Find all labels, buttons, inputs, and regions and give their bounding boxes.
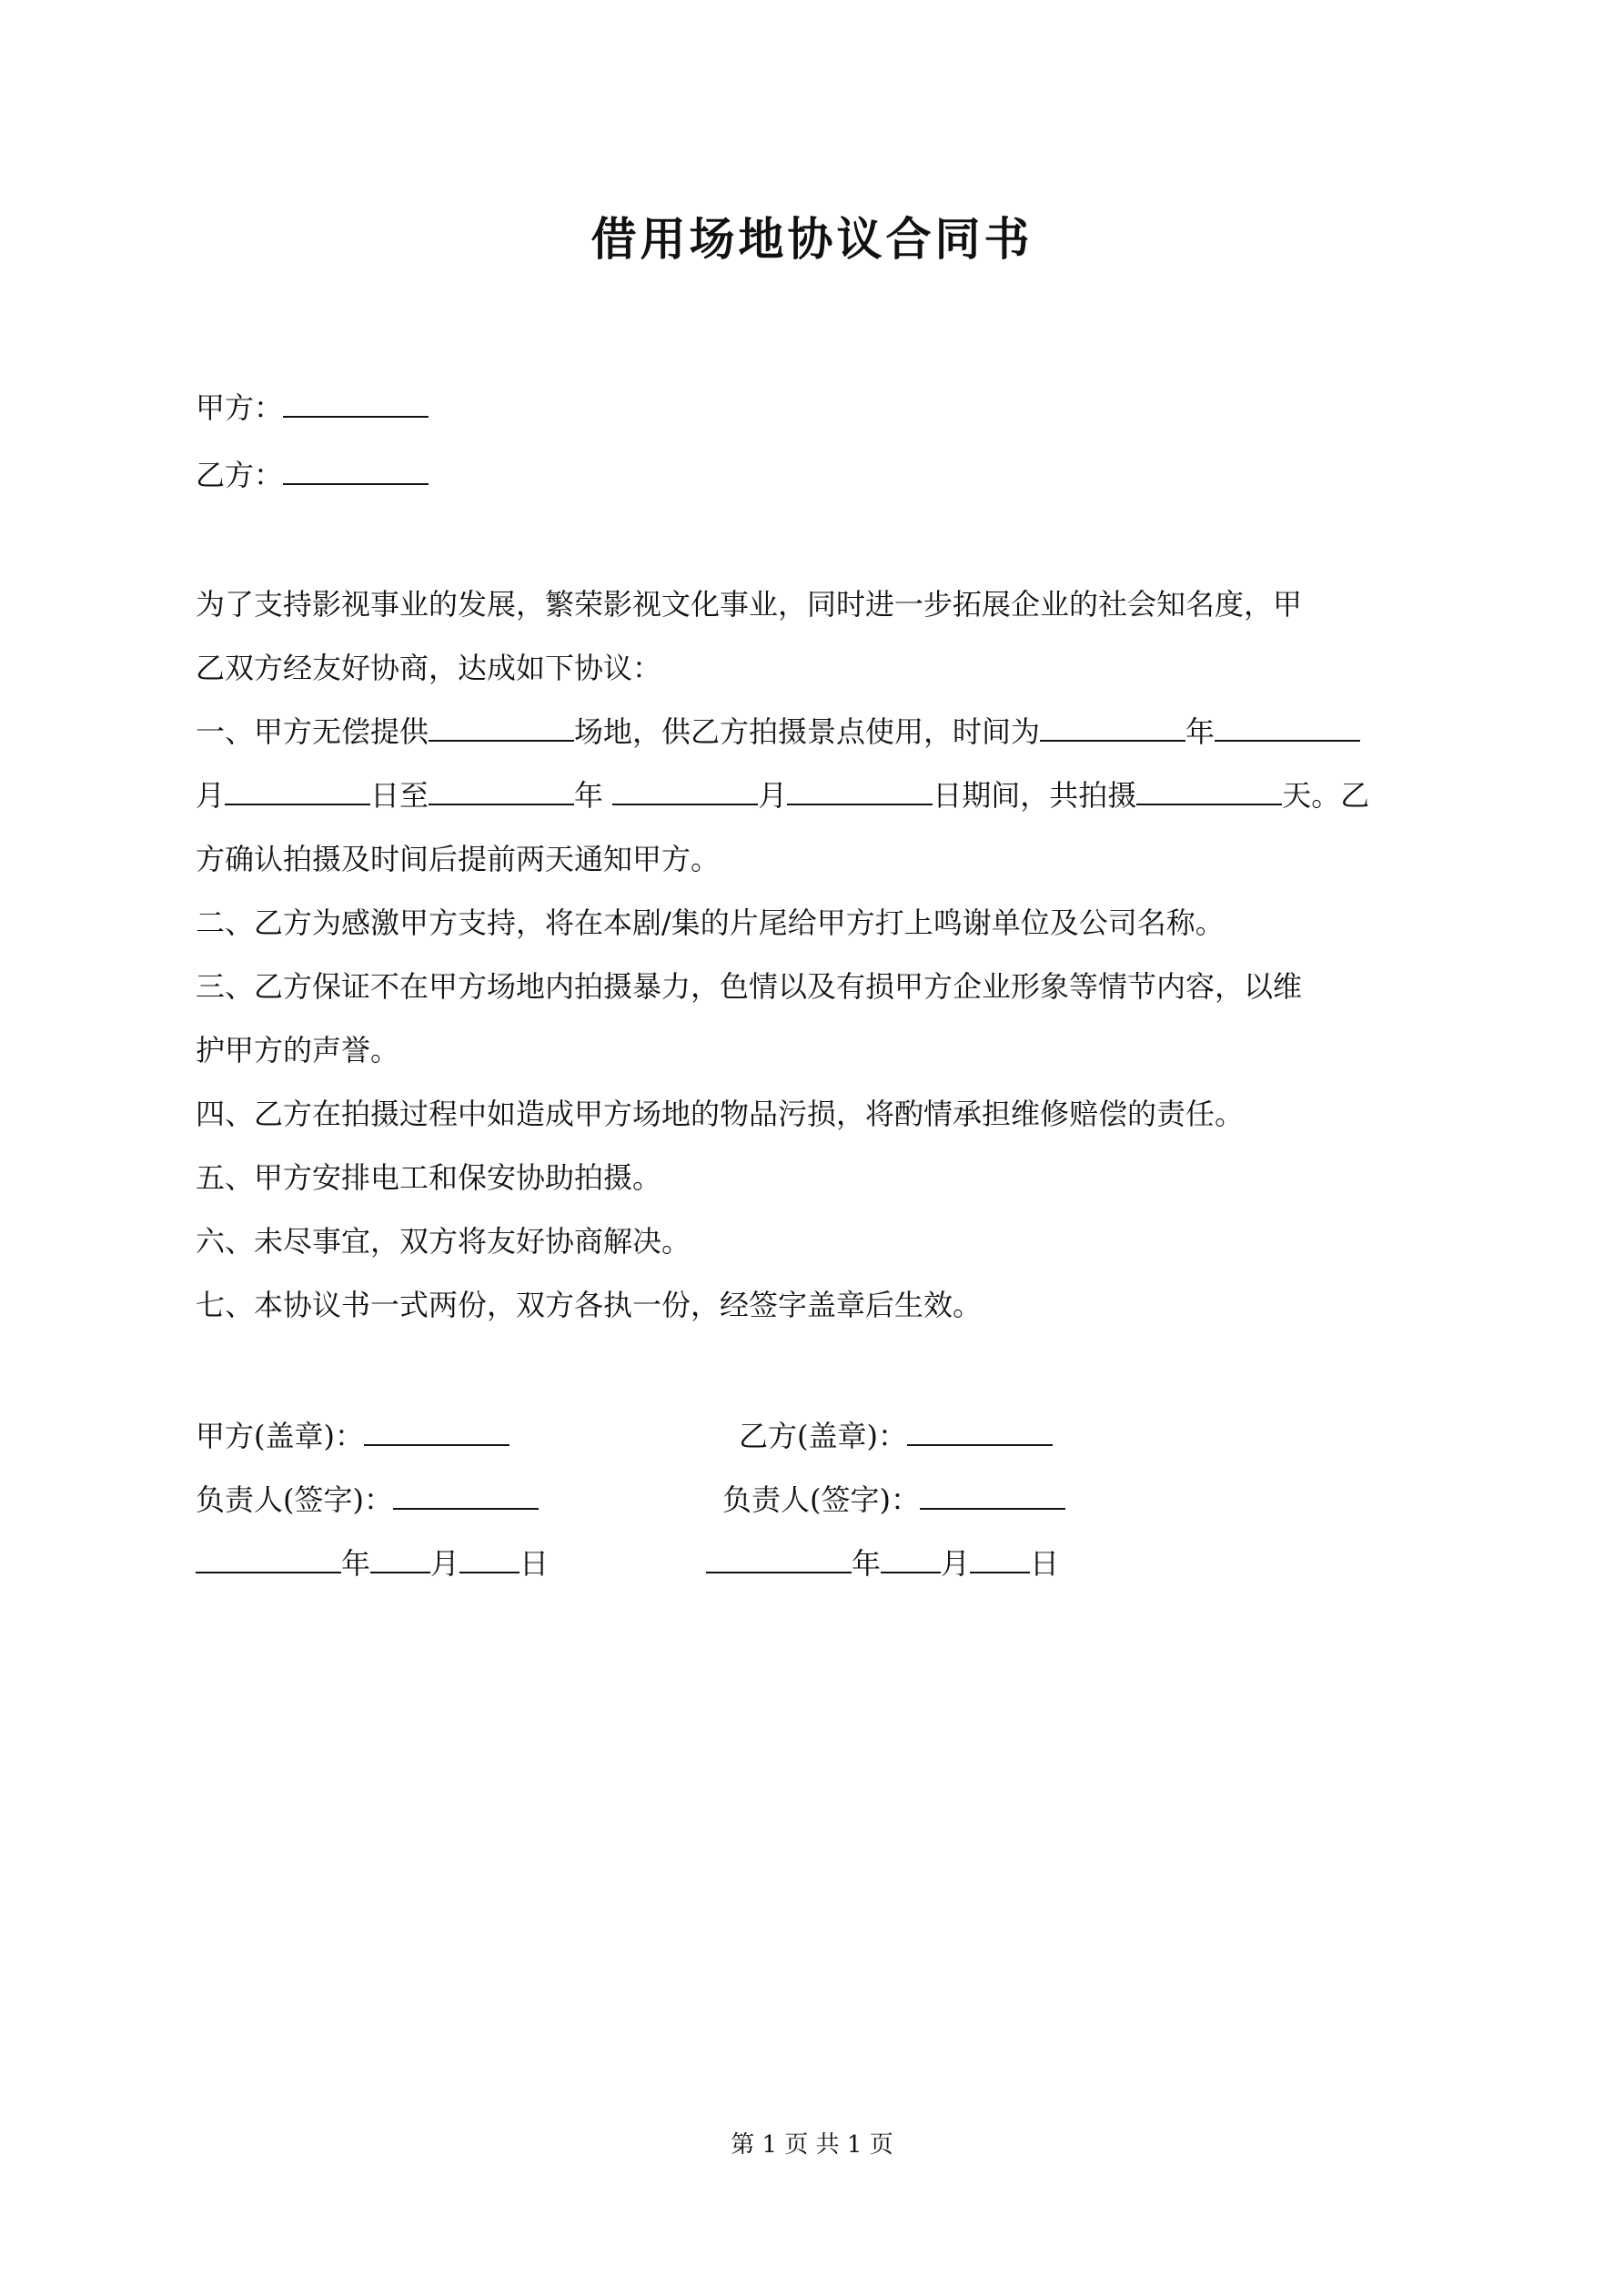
clause-3-line-1: 三、乙方保证不在甲方场地内拍摄暴力，色情以及有损甲方企业形象等情节内容，以维 <box>196 969 1303 1004</box>
party-a-month-label: 月 <box>430 1546 460 1581</box>
party-b-year-label: 年 <box>852 1546 882 1581</box>
end-day-blank <box>787 780 933 805</box>
page-title: 借用场地协议合同书 <box>590 212 1034 266</box>
clause-1-text-a: 一、甲方无偿提供 <box>196 714 429 749</box>
start-month-blank <box>1215 716 1360 742</box>
party-b-blank <box>283 460 429 485</box>
party-a-day-label: 日 <box>519 1546 550 1581</box>
party-b-date-line <box>706 1545 1059 1582</box>
party-a-seal-label: 甲方(盖章)： <box>196 1419 364 1453</box>
venue-blank <box>429 716 574 742</box>
clause-1-text-f: 年 <box>574 778 613 813</box>
party-b-year-blank <box>706 1548 852 1573</box>
party-b-day-label: 日 <box>1030 1546 1060 1581</box>
party-a-label: 甲方： <box>196 390 284 425</box>
party-a-year-blank <box>196 1548 341 1573</box>
clause-5: 五、甲方安排电工和保安协助拍摄。 <box>196 1160 662 1195</box>
clause-6: 六、未尽事宜，双方将友好协商解决。 <box>196 1224 691 1259</box>
party-a-person-label: 负责人(签字)： <box>196 1482 393 1517</box>
party-b-seal-blank <box>907 1421 1053 1446</box>
party-b-label: 乙方： <box>196 458 284 492</box>
intro-line-2: 乙双方经友好协商，达成如下协议： <box>196 651 662 685</box>
party-a-date-line <box>196 1545 549 1582</box>
clause-1-text-d: 月 <box>196 778 226 813</box>
party-a-person-line <box>196 1482 539 1518</box>
party-a-seal-blank <box>364 1421 509 1446</box>
party-a-month-blank <box>370 1548 430 1573</box>
clause-2: 二、乙方为感激甲方支持，将在本剧/集的片尾给甲方打上鸣谢单位及公司名称。 <box>196 905 1225 940</box>
party-b-person-label: 负责人(签字)： <box>722 1482 920 1517</box>
party-b-seal-line <box>739 1418 1053 1454</box>
clause-7: 七、本协议书一式两份，双方各执一份，经签字盖章后生效。 <box>196 1288 983 1322</box>
clause-1-text-c: 年 <box>1185 714 1215 749</box>
page-number-footer: 第 1 页 共 1 页 <box>731 2131 893 2159</box>
clause-1-text-i: 天。乙 <box>1282 778 1370 813</box>
clause-4: 四、乙方在拍摄过程中如造成甲方场地的物品污损，将酌情承担维修赔偿的责任。 <box>196 1097 1245 1131</box>
party-b-line <box>196 457 429 493</box>
party-a-seal-line <box>196 1418 509 1454</box>
start-year-blank <box>1040 716 1185 742</box>
party-b-person-blank <box>920 1484 1065 1510</box>
party-a-person-blank <box>393 1484 539 1510</box>
party-a-day-blank <box>459 1548 519 1573</box>
clause-1-text-g: 月 <box>758 778 788 813</box>
clause-1-line-2 <box>196 777 1369 814</box>
end-year-blank <box>429 780 574 805</box>
party-b-person-line <box>722 1482 1065 1518</box>
clause-1-text-b: 场地，供乙方拍摄景点使用，时间为 <box>574 714 1041 749</box>
start-day-blank <box>225 780 370 805</box>
party-a-year-label: 年 <box>341 1546 371 1581</box>
end-month-blank <box>612 780 758 805</box>
clause-1-line-3: 方确认拍摄及时间后提前两天通知甲方。 <box>196 842 721 876</box>
party-b-seal-label: 乙方(盖章)： <box>739 1419 907 1453</box>
party-b-day-blank <box>970 1548 1030 1573</box>
intro-line-1: 为了支持影视事业的发展，繁荣影视文化事业，同时进一步拓展企业的社会知名度，甲 <box>196 587 1303 622</box>
party-b-month-label: 月 <box>941 1546 971 1581</box>
party-a-line <box>196 389 429 426</box>
days-blank <box>1136 780 1282 805</box>
clause-3-line-2: 护甲方的声誉。 <box>196 1033 400 1067</box>
clause-1-line-1 <box>196 713 1360 750</box>
clause-1-text-e: 日至 <box>370 778 429 813</box>
party-b-month-blank <box>881 1548 941 1573</box>
clause-1-text-h: 日期间，共拍摄 <box>933 778 1137 813</box>
party-a-blank <box>283 392 429 418</box>
